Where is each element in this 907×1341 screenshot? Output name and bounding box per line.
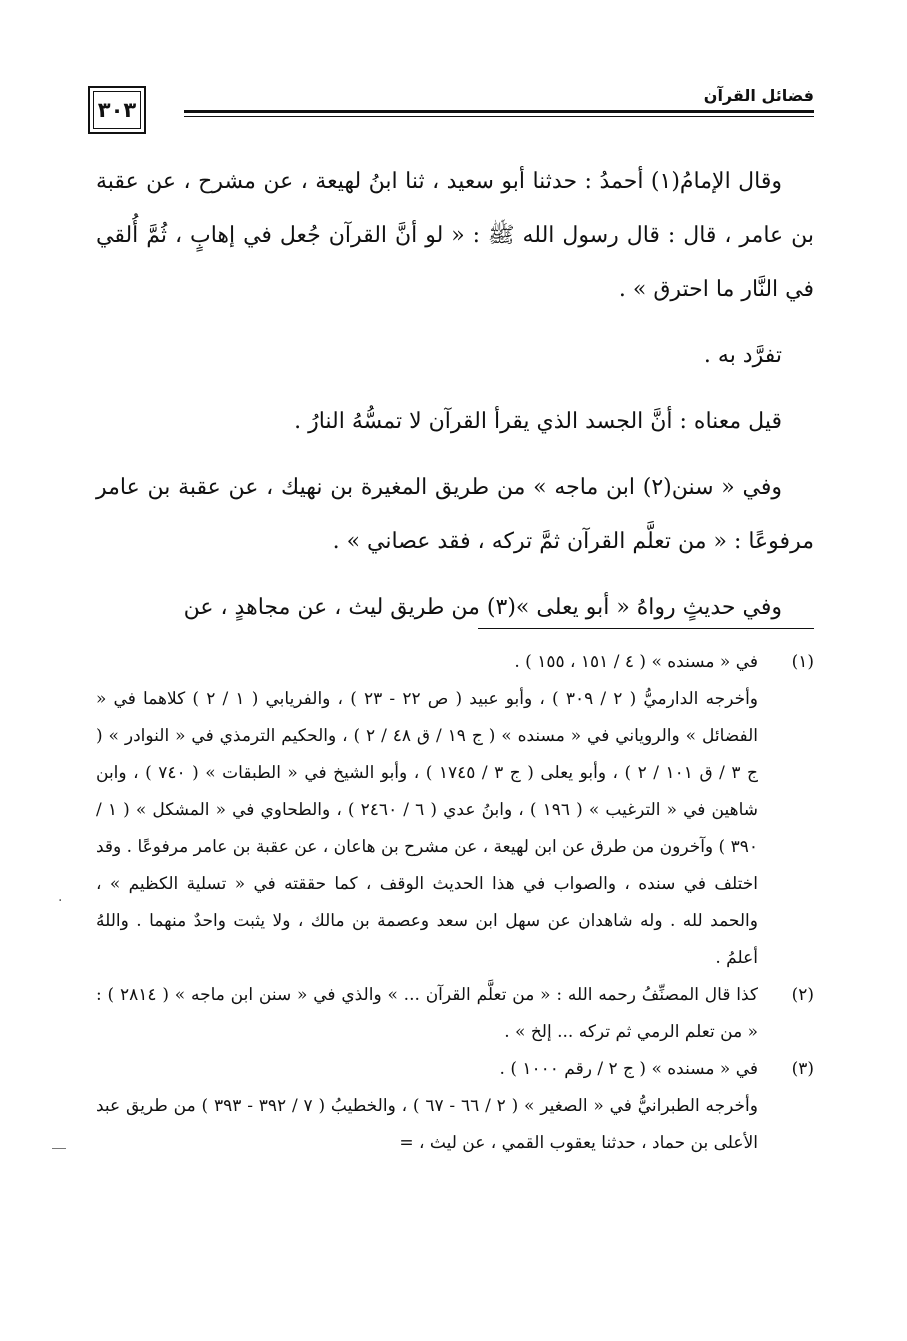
paragraph: قيل معناه : أنَّ الجسد الذي يقرأ القرآن لا تمسُّهُ النارُ . <box>294 409 782 434</box>
footnote-line: في « مسنده » ( ٤ / ١٥١ ، ١٥٥ ) . <box>514 652 758 672</box>
scan-mark: · <box>58 893 63 909</box>
footnote-line: وأخرجه الدارميُّ ( ٢ / ٣٠٩ ) ، وأبو عبيد ( ص ٢٢ - ٢٣ ) ، والفريابي ( ١ / ٢ ) كلاهما في « الفضائل » والروياني في « مسنده » ( ج ١٩ / ق ٤٨ / ٢ ) ، والحكيم الترمذي في « النوادر » ( ج ٣ / ق ١٠١ / ٢ ) ، وأبو يعلى ( ج ٣ / ١٧٤٥ ) ، وأبو الشيخ في « الطبقات » ( ٧٤٠ ) ، وابن شاهين في « الترغيب » ( ١٩٦ ) ، وابنُ عدي ( ٦ / ٢٤٦٠ ) ، والطحاوي في « المشكل » ( ١ / ٣٩٠ ) وآخرون من طرق عن ابن لهيعة ، عن مشرح بن هاعان ، عن عقبة بن عامر مرفوعًا . وقد اختلف في سنده ، والصواب في هذا الحديث الوقف ، كما حققته في « تسلية الكظيم » ، والحمد لله . وله شاهدان عن سهل ابن سعد وعصمة بن مالك ، ولا يثبت واحدٌ منهما . واللهُ أعلمُ . <box>96 689 759 968</box>
footnote-line: وأخرجه الطبرانيُّ في « الصغير » ( ٢ / ٦٦ - ٦٧ ) ، والخطيبُ ( ٧ / ٣٩٢ - ٣٩٣ ) من طريق عبد الأعلى بن حماد ، حدثنا يعقوب القمي ، عن ليث ، = <box>96 1096 758 1153</box>
footnote-number: (٢) <box>791 985 814 1005</box>
main-text <box>96 155 814 635</box>
paragraph: وفي حديثٍ رواهُ « أبو يعلى »(٣) من طريق ليث ، عن مجاهدٍ ، عن <box>183 595 782 620</box>
footnote-number: (١) <box>791 652 814 672</box>
scan-mark <box>52 1148 66 1149</box>
paragraph: تفرَّد به . <box>703 343 782 368</box>
footnote-3 <box>96 1051 814 1162</box>
paragraph: وقال الإمامُ(١) أحمدُ : حدثنا أبو سعيد ، ثنا ابنُ لهيعة ، عن مشرح ، عن عقبة بن عامر ، قال : قال رسول الله ﷺ : « لو أنَّ القرآن جُعل في إهابٍ ، ثُمَّ أُلقي في النَّار ما احترق » . <box>96 169 814 302</box>
page-header <box>88 82 814 142</box>
header-rule-thin <box>184 116 814 117</box>
footnote-separator <box>478 628 814 629</box>
footnote-line: في « مسنده » ( ج ٢ / رقم ١٠٠٠ ) . <box>499 1059 758 1079</box>
header-rule-thick <box>184 110 814 113</box>
page-number: ٣٠٣ <box>88 86 146 134</box>
footnote-1 <box>96 644 814 977</box>
footnotes <box>96 644 814 1162</box>
running-title: فضائل القرآن <box>703 86 814 105</box>
footnote-line: كذا قال المصنِّفُ رحمه الله : « من تعلَّم القرآن ... » والذي في « سنن ابن ماجه » ( ٢٨١٤ ) : « من تعلم الرمي ثم تركه ... إلخ » . <box>96 985 758 1042</box>
paragraph: وفي « سنن(٢) ابن ماجه » من طريق المغيرة بن نهيك ، عن عقبة بن عامر مرفوعًا : « من تعلَّم القرآن ثمَّ تركه ، فقد عصاني » . <box>96 475 814 554</box>
footnote-2 <box>96 977 814 1051</box>
footnote-number: (٣) <box>791 1059 814 1079</box>
